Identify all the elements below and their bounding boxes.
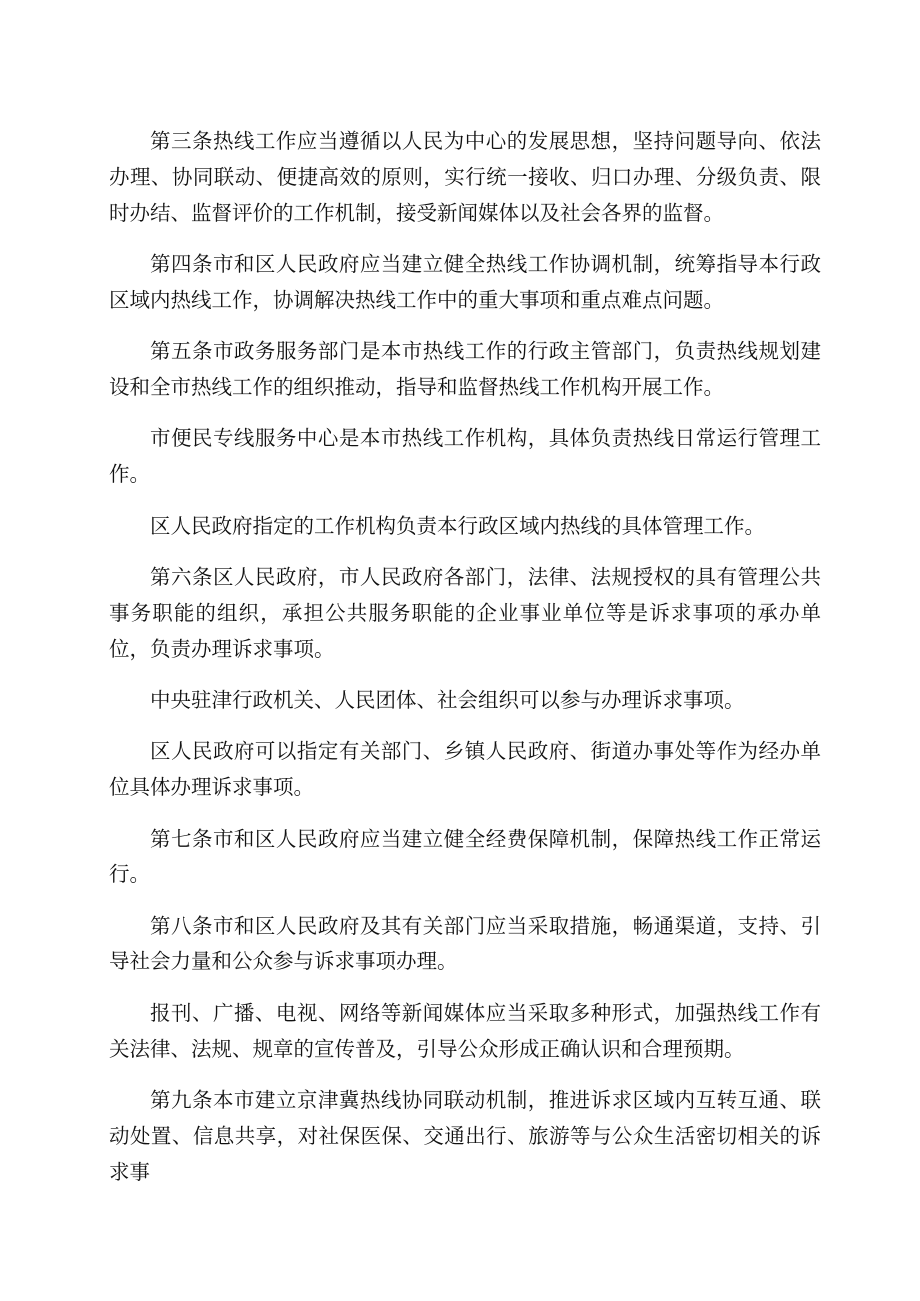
article-5-paragraph: 第五条市政务服务部门是本市热线工作的行政主管部门，负责热线规划建设和全市热线工作的组织推动，指导和监督热线工作机构开展工作。	[109, 339, 821, 399]
media-paragraph: 报刊、广播、电视、网络等新闻媒体应当采取多种形式，加强热线工作有关法律、法规、规章的宣传普及，引导公众形成正确认识和合理预期。	[109, 1000, 821, 1061]
article-6-paragraph: 第六条区人民政府，市人民政府各部门，法律、法规授权的具有管理公共事务职能的组织，承担公共服务职能的企业事业单位等是诉求事项的承办单位，负责办理诉求事项。	[109, 564, 821, 661]
designated-units-paragraph: 区人民政府可以指定有关部门、乡镇人民政府、街道办事处等作为经办单位具体办理诉求事项。	[109, 739, 821, 800]
document-body	[109, 124, 821, 1206]
hotline-center-paragraph: 市便民专线服务中心是本市热线工作机构，具体负责热线日常运行管理工作。	[109, 426, 821, 487]
article-9-paragraph: 第九条本市建立京津冀热线协同联动机制，推进诉求区域内互转互通、联动处置、信息共享，对社保医保、交通出行、旅游等与公众生活密切相关的诉求事	[109, 1088, 821, 1184]
article-8-paragraph: 第八条市和区人民政府及其有关部门应当采取措施，畅通渠道，支持、引导社会力量和公众参与诉求事项办理。	[109, 913, 821, 974]
article-3-paragraph: 第三条热线工作应当遵循以人民为中心的发展思想，坚持问题导向、依法办理、协同联动、便捷高效的原则，实行统一接收、归口办理、分级负责、限时办结、监督评价的工作机制，接受新闻媒体以及社会各界的监督。	[109, 129, 821, 225]
central-agencies-paragraph: 中央驻津行政机关、人民团体、社会组织可以参与办理诉求事项。	[150, 687, 745, 712]
article-7-paragraph: 第七条市和区人民政府应当建立健全经费保障机制，保障热线工作正常运行。	[109, 826, 821, 887]
district-agency-paragraph: 区人民政府指定的工作机构负责本行政区域内热线的具体管理工作。	[150, 513, 765, 538]
article-4-paragraph: 第四条市和区人民政府应当建立健全热线工作协调机制，统筹指导本行政区域内热线工作，协调解决热线工作中的重大事项和重点难点问题。	[109, 251, 821, 312]
